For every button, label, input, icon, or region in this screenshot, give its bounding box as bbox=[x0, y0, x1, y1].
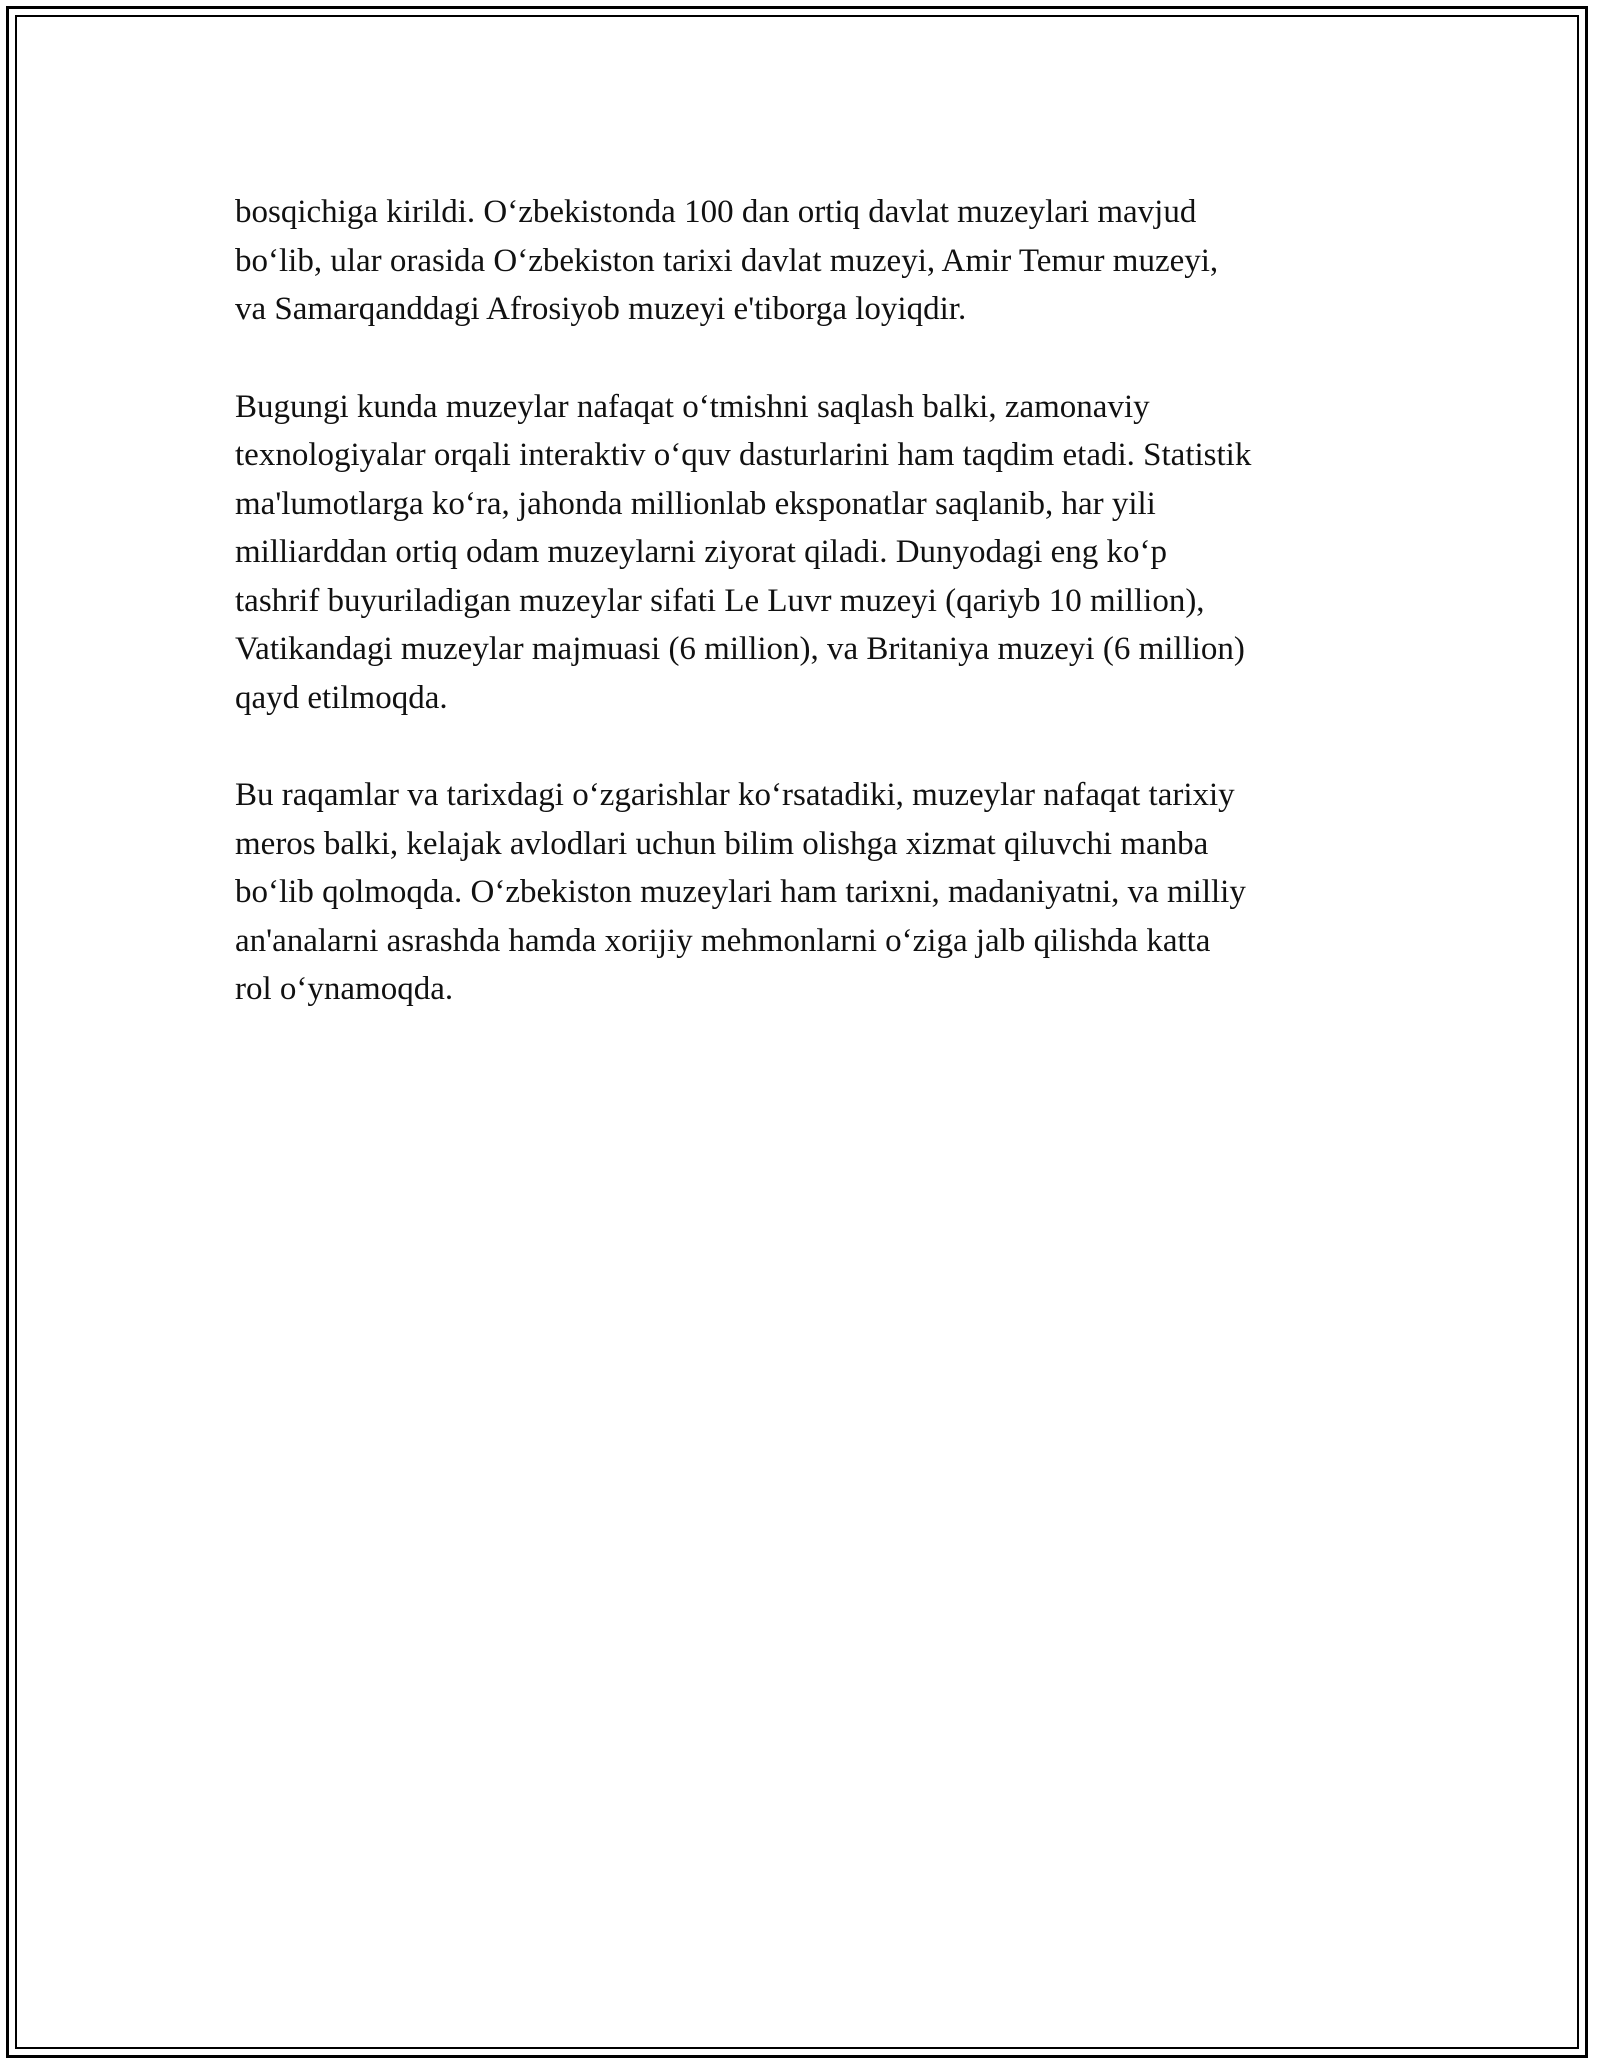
paragraph-line: tashrif buyuriladigan muzeylar sifati Le Luvr muzeyi (qariyb 10 million), bbox=[235, 582, 1205, 619]
paragraph-line: bo‘lib, ular orasida O‘zbekiston tarixi davlat muzeyi, Amir Temur muzeyi, bbox=[235, 242, 1219, 279]
paragraph-line: Bu raqamlar va tarixdagi o‘zgarishlar ko‘rsatadiki, muzeylar nafaqat tarixiy bbox=[235, 777, 1235, 813]
paragraph-line: rol o‘ynamoqda. bbox=[235, 971, 454, 1007]
paragraph-line: Bugungi kunda muzeylar nafaqat o‘tmishni saqlash balki, zamonaviy bbox=[235, 388, 1150, 425]
paragraph-2 bbox=[235, 383, 1375, 723]
paragraph-line: ma'lumotlarga ko‘ra, jahonda millionlab eksponatlar saqlanib, har yili bbox=[235, 485, 1156, 522]
paragraph-line: an'analarni asrashda hamda xorijiy mehmonlarni o‘ziga jalb qilishda katta bbox=[235, 922, 1211, 959]
paragraph-line: bo‘lib qolmoqda. O‘zbekiston muzeylari ham tarixni, madaniyatni, va milliy bbox=[235, 874, 1246, 910]
paragraph-1 bbox=[235, 188, 1375, 334]
paragraph-line: qayd etilmoqda. bbox=[235, 679, 448, 716]
paragraph-line: milliarddan ortiq odam muzeylarni ziyorat qiladi. Dunyodagi eng ko‘p bbox=[235, 534, 1168, 570]
paragraph-line: va Samarqanddagi Afrosiyob muzeyi e'tiborga loyiqdir. bbox=[235, 291, 967, 327]
paragraph-line: meros balki, kelajak avlodlari uchun bilim olishga xizmat qiluvchi manba bbox=[235, 825, 1209, 862]
paragraph-line: texnologiyalar orqali interaktiv o‘quv dasturlarini ham taqdim etadi. Statistik bbox=[235, 437, 1252, 473]
paragraph-line: Vatikandagi muzeylar majmuasi (6 million), va Britaniya muzeyi (6 million) bbox=[235, 631, 1245, 667]
paragraph-line: bosqichiga kirildi. O‘zbekistonda 100 dan ortiq davlat muzeylari mavjud bbox=[235, 194, 1197, 230]
paragraph-3 bbox=[235, 771, 1375, 1014]
document-body bbox=[235, 188, 1375, 1063]
